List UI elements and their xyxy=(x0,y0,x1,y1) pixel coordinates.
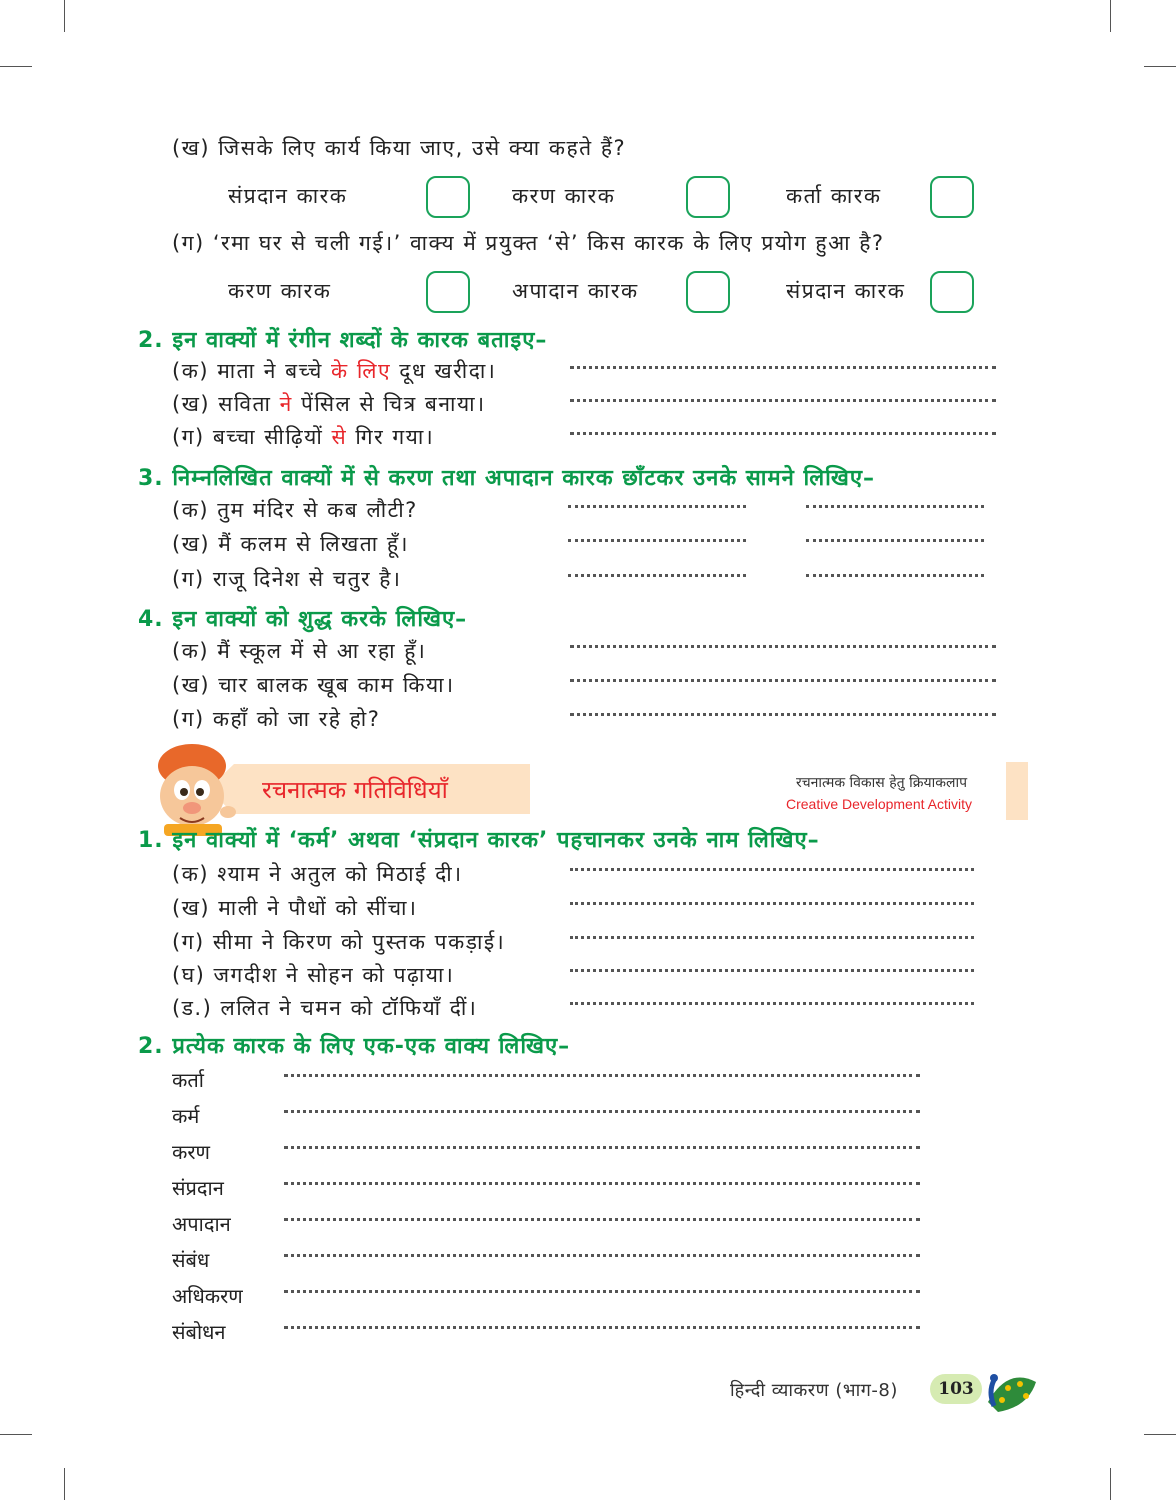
answer-line-karan[interactable] xyxy=(568,539,746,542)
activity-1-item: (ख) माली ने पौधों को सींचा। xyxy=(172,896,418,920)
q2-item xyxy=(172,423,434,451)
activity-1-item: (घ) जगदीश ने सोहन को पढ़ाया। xyxy=(172,963,455,987)
activity-1-item: (ग) सीमा ने किरण को पुस्तक पकड़ाई। xyxy=(172,930,506,954)
banner-title: रचनात्मक गतिविधियाँ xyxy=(262,776,448,804)
question-4-heading: 4. इन वाक्यों को शुद्ध करके लिखिए– xyxy=(138,607,468,632)
crop-mark xyxy=(1110,1468,1111,1500)
answer-line[interactable] xyxy=(284,1182,920,1185)
question-kha: (ख) जिसके लिए कार्य किया जाए, उसे क्या कहते हैं? xyxy=(172,136,627,160)
crop-mark xyxy=(1110,0,1111,32)
karak-label: अधिकरण xyxy=(172,1284,243,1308)
activity-1-heading: 1. इन वाक्यों में ‘कर्म’ अथवा ‘संप्रदान कारक’ पहचानकर उनके नाम लिखिए– xyxy=(138,828,820,853)
answer-line[interactable] xyxy=(284,1110,920,1113)
option-label: अपादान कारक xyxy=(512,279,639,303)
answer-line-apadan[interactable] xyxy=(806,505,984,508)
answer-line[interactable] xyxy=(570,969,974,972)
highlighted-word: से xyxy=(331,425,348,449)
crop-mark xyxy=(1144,1434,1176,1435)
activity-2-heading: 2. प्रत्येक कारक के लिए एक-एक वाक्य लिखिए– xyxy=(138,1034,571,1059)
karak-label: संबंध xyxy=(172,1248,210,1272)
answer-line[interactable] xyxy=(570,1002,974,1005)
q3-item: (ग) राजू दिनेश से चतुर है। xyxy=(172,567,402,591)
answer-checkbox[interactable] xyxy=(426,271,470,313)
highlighted-word: ने xyxy=(279,392,293,416)
answer-checkbox[interactable] xyxy=(426,176,470,218)
q2-item-text: (ग) बच्चा सीढ़ियों xyxy=(172,425,332,449)
q2-item-text: गिर गया। xyxy=(347,425,435,449)
q2-item-text: दूध खरीदा। xyxy=(391,359,497,383)
q2-item xyxy=(172,390,486,418)
answer-line[interactable] xyxy=(284,1290,920,1293)
banner-subtitle-english: Creative Development Activity xyxy=(786,796,972,812)
answer-line[interactable] xyxy=(284,1218,920,1221)
page-number-badge xyxy=(930,1374,982,1404)
q3-item: (ख) मैं कलम से लिखता हूँ। xyxy=(172,532,409,556)
answer-checkbox[interactable] xyxy=(686,176,730,218)
answer-line[interactable] xyxy=(570,645,996,648)
answer-line-apadan[interactable] xyxy=(806,539,984,542)
q2-item-text: (क) माता ने बच्चे xyxy=(172,359,332,383)
answer-line[interactable] xyxy=(570,902,974,905)
q3-item: (क) तुम मंदिर से कब लौटी? xyxy=(172,498,418,522)
q2-item-text: (ख) सविता xyxy=(172,392,280,416)
answer-line[interactable] xyxy=(284,1326,920,1329)
crop-mark xyxy=(0,66,32,67)
answer-line[interactable] xyxy=(570,399,996,402)
crop-mark xyxy=(1144,66,1176,67)
option-label: संप्रदान कारक xyxy=(786,279,906,303)
karak-label: संबोधन xyxy=(172,1320,226,1344)
answer-line[interactable] xyxy=(570,366,996,369)
answer-line[interactable] xyxy=(570,679,996,682)
page-number: 103 xyxy=(938,1379,974,1399)
answer-line-karan[interactable] xyxy=(568,505,746,508)
option-label: कर्ता कारक xyxy=(786,184,882,208)
question-ga: (ग) ‘रमा घर से चली गई।’ वाक्य में प्रयुक्त ‘से’ किस कारक के लिए प्रयोग हुआ है? xyxy=(172,231,885,255)
answer-line[interactable] xyxy=(570,432,996,435)
book-title: हिन्दी व्याकरण (भाग-8) xyxy=(730,1380,898,1401)
karak-label: संप्रदान xyxy=(172,1176,224,1200)
answer-line-karan[interactable] xyxy=(568,574,746,577)
activity-1-item: (ड.) ललित ने चमन को टॉफियाँ दीं। xyxy=(172,996,478,1020)
karak-label: कर्ता xyxy=(172,1068,204,1092)
question-3-heading: 3. निम्नलिखित वाक्यों में से करण तथा अपादान कारक छाँटकर उनके सामने लिखिए– xyxy=(138,466,875,491)
answer-line[interactable] xyxy=(284,1146,920,1149)
peacock-icon xyxy=(978,1362,1038,1418)
q4-item: (ग) कहाँ को जा रहे हो? xyxy=(172,707,381,731)
q4-item: (ख) चार बालक खूब काम किया। xyxy=(172,673,455,697)
crop-mark xyxy=(0,1434,32,1435)
karak-label: करण xyxy=(172,1140,210,1164)
answer-line-apadan[interactable] xyxy=(806,574,984,577)
answer-line[interactable] xyxy=(570,713,996,716)
boy-mascot-illustration xyxy=(146,738,242,836)
karak-label: अपादान xyxy=(172,1212,231,1236)
option-label: करण कारक xyxy=(228,279,332,303)
q4-item: (क) मैं स्कूल में से आ रहा हूँ। xyxy=(172,639,427,663)
answer-checkbox[interactable] xyxy=(930,271,974,313)
banner-subtitle-hindi: रचनात्मक विकास हेतु क्रियाकलाप xyxy=(796,775,968,791)
crop-mark xyxy=(64,1468,65,1500)
karak-label: कर्म xyxy=(172,1104,200,1128)
banner-bar xyxy=(208,764,530,814)
banner-right-panel xyxy=(1006,762,1028,820)
option-label: संप्रदान कारक xyxy=(228,184,348,208)
activity-1-item: (क) श्याम ने अतुल को मिठाई दी। xyxy=(172,862,463,886)
answer-line[interactable] xyxy=(570,868,974,871)
answer-checkbox[interactable] xyxy=(686,271,730,313)
answer-line[interactable] xyxy=(284,1254,920,1257)
crop-mark xyxy=(64,0,65,32)
answer-checkbox[interactable] xyxy=(930,176,974,218)
highlighted-word: के लिए xyxy=(331,359,392,383)
q2-item-text: पेंसिल से चित्र बनाया। xyxy=(292,392,486,416)
option-label: करण कारक xyxy=(512,184,616,208)
answer-line[interactable] xyxy=(570,936,974,939)
answer-line[interactable] xyxy=(284,1074,920,1077)
question-2-heading: 2. इन वाक्यों में रंगीन शब्दों के कारक बताइए– xyxy=(138,328,548,353)
q2-item xyxy=(172,357,496,385)
